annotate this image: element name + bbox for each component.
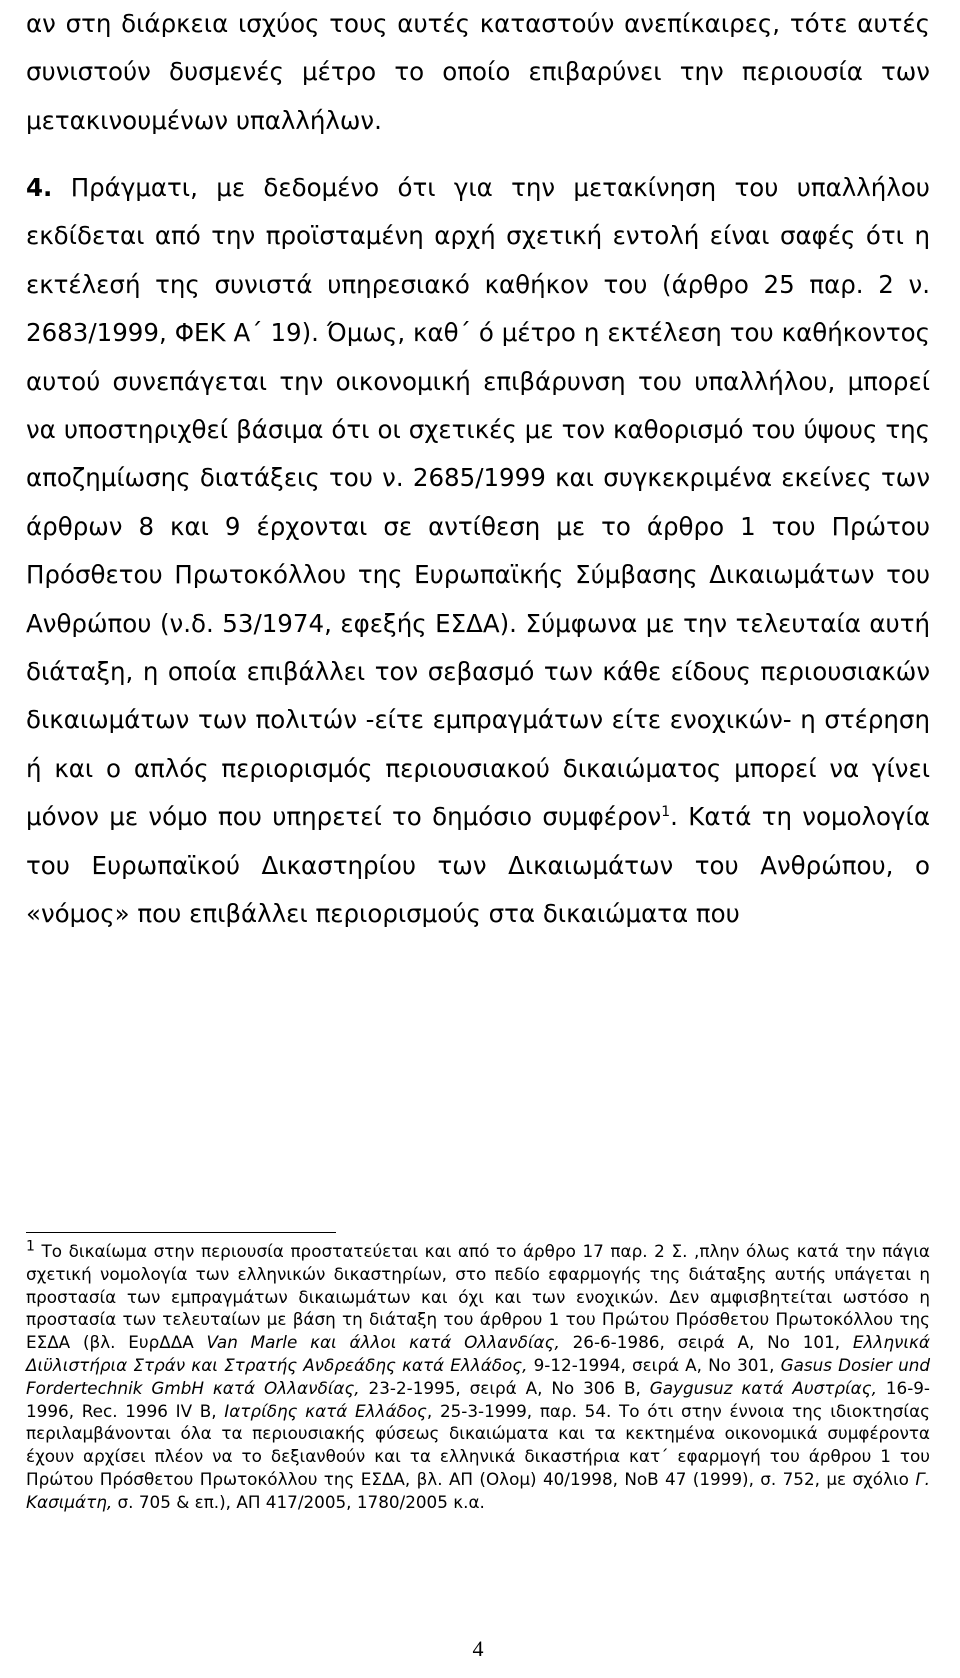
footnote-marker: 1 xyxy=(26,1238,35,1255)
case-name: Gaygusuz κατά Αυστρίας, xyxy=(649,1377,877,1398)
footnote-separator xyxy=(26,1232,336,1233)
paragraph-text-tail: . Κατά τη νομολογία του Ευρωπαϊκού Δικαστηρίου των Δικαιωμάτων του Ανθρώπου, ο «νόμος» που επιβάλλει περιορισμούς στα δικαιώματα που xyxy=(26,802,930,929)
paragraph-number: 4. xyxy=(26,173,53,202)
footnote-text: 26-6-1986, σειρά Α, Νο 101, xyxy=(559,1332,853,1353)
paragraph-text: Πράγματι, με δεδομένο ότι για την μετακίνηση του υπαλλήλου εκδίδεται από την προϊσταμένη αρχή σχετική εντολή είναι σαφές ότι η εκτέλεσή της συνιστά υπηρεσιακό καθήκον του (άρθρο 25 παρ. 2 ν. 2683/1999, ΦΕΚ Α΄ 19). Όμως, καθ΄ ό μέτρο η εκτέλεση του καθήκοντος αυτού συνεπάγεται την οικονομική επιβάρυνση του υπαλλήλου, μπορεί να υποστηριχθεί βάσιμα ότι οι σχετικές με τον καθορισμό του ύψους της αποζημίωσης διατάξεις του ν. 2685/1999 και συγκεκριμένα εκείνες των άρθρων 8 και 9 έρχονται σε αντίθεση με το άρθρο 1 του Πρώτου Πρόσθετου Πρωτοκόλλου της Ευρωπαϊκής Σύμβασης Δικαιωμάτων του Ανθρώπου (ν.δ. 53/1974, εφεξής ΕΣΔΑ). Σύμφωνα με την τελευταία αυτή διάταξη, η οποία επιβάλλει τον σεβασμό των κάθε είδους περιουσιακών δικαιωμάτων των πολιτών -είτε εμπραγμάτων είτε ενοχικών- η στέρηση ή και ο απλός περιορισμός περιουσιακού δικαιώματος μπορεί να γίνει μόνον με νόμο που υπηρετεί το δημόσιο συμφέρον xyxy=(26,173,930,832)
paragraph-4 xyxy=(26,164,930,939)
footnote-text: 16-9-1996, Rec. 1996 IV B, xyxy=(26,1377,930,1421)
case-name: Gasus Dosier und Fordertechnik GmbH κατά Ολλανδίας, xyxy=(26,1354,930,1398)
footnote-reference[interactable]: 1 xyxy=(661,804,671,821)
paragraph-continuation xyxy=(26,0,930,145)
page-number: 4 xyxy=(472,1636,484,1661)
footnote-text: Το δικαίωμα στην περιουσία προστατεύεται και από το άρθρο 17 παρ. 2 Σ. ,πλην όλως κατά την πάγια σχετική νομολογία των ελληνικών δικαστηρίων, στο πεδίο εφαρμογής της διάταξης αυτής υπάγεται η προστασία των εμπραγμάτων δικαιωμάτων και όχι και των ενοχικών. Δεν αμφισβητείται ωστόσο η προστασία των τελευταίων με βάση τη διάταξη του άρθρου 1 του Πρώτου Πρόσθετου Πρωτοκόλλου της ΕΣΔΑ (βλ. ΕυρΔΔΑ xyxy=(26,1241,930,1353)
footnote-1 xyxy=(26,1240,930,1514)
footnote-text: 23-2-1995, σειρά Α, Νο 306 Β, xyxy=(359,1377,650,1398)
author-name: Γ. Κασιμάτη, xyxy=(26,1468,930,1512)
footnote-text: 9-12-1994, σειρά Α, Νο 301, xyxy=(527,1354,781,1375)
case-name: Ελληνικά Διϋλιστήρια Στράν και Στρατής Ανδρεάδης κατά Ελλάδος, xyxy=(26,1332,930,1375)
footnote-text: σ. 705 & επ.), ΑΠ 417/2005, 1780/2005 κ.α. xyxy=(112,1491,485,1512)
case-name: Ιατρίδης κατά Ελλάδος xyxy=(224,1400,427,1421)
paragraph-text: αν στη διάρκεια ισχύος τους αυτές καταστούν ανεπίκαιρες, τότε αυτές συνιστούν δυσμενές μέτρο το οποίο επιβαρύνει την περιουσία των μετακινουμένων υπαλλήλων. xyxy=(26,9,930,135)
document-page xyxy=(26,0,930,1678)
footnote-text: , 25-3-1999, παρ. 54. Το ότι στην έννοια της ιδιοκτησίας περιλαμβάνονται όλα τα περιουσιακής φύσεως δικαιώματα και τα κεκτημένα οικονομικά συμφέροντα έχουν αρχίσει πλέον να το δεξιανθούν και τα ελληνικά δικαστήρια κατ΄ εφαρμογή του άρθρου 1 του Πρώτου Πρόσθετου Πρωτοκόλλου της ΕΣΔΑ, βλ. ΑΠ (Ολομ) 40/1998, ΝοΒ 47 (1999), σ. 752, με σχόλιο xyxy=(26,1400,930,1489)
case-name: Van Marle και άλλοι κατά Ολλανδίας, xyxy=(206,1332,560,1353)
